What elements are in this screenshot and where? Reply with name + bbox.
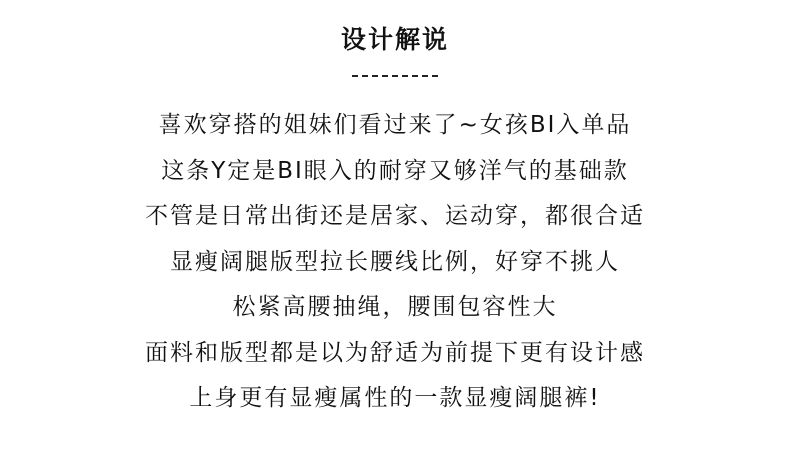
description-line: 显瘦阔腿版型拉长腰线比例，好穿不挑人	[170, 248, 620, 275]
title-divider	[352, 75, 438, 77]
description-lines	[0, 103, 790, 422]
description-line: 松紧高腰抽绳，腰围包容性大	[232, 294, 558, 320]
description-line: 喜欢穿搭的姐妹们看过来了~女孩BI入单品	[158, 112, 632, 138]
section-title: 设计解说	[340, 25, 449, 54]
description-line: 这条Y定是BI眼入的耐穿又够洋气的基础款	[161, 157, 629, 184]
description-line: 面料和版型都是以为舒适为前提下更有设计感	[145, 339, 645, 366]
description-line: 不管是日常出街还是居家、运动穿，都很合适	[145, 203, 645, 229]
description-line: 上身更有显瘦属性的一款显瘦阔腿裤!	[189, 385, 601, 411]
